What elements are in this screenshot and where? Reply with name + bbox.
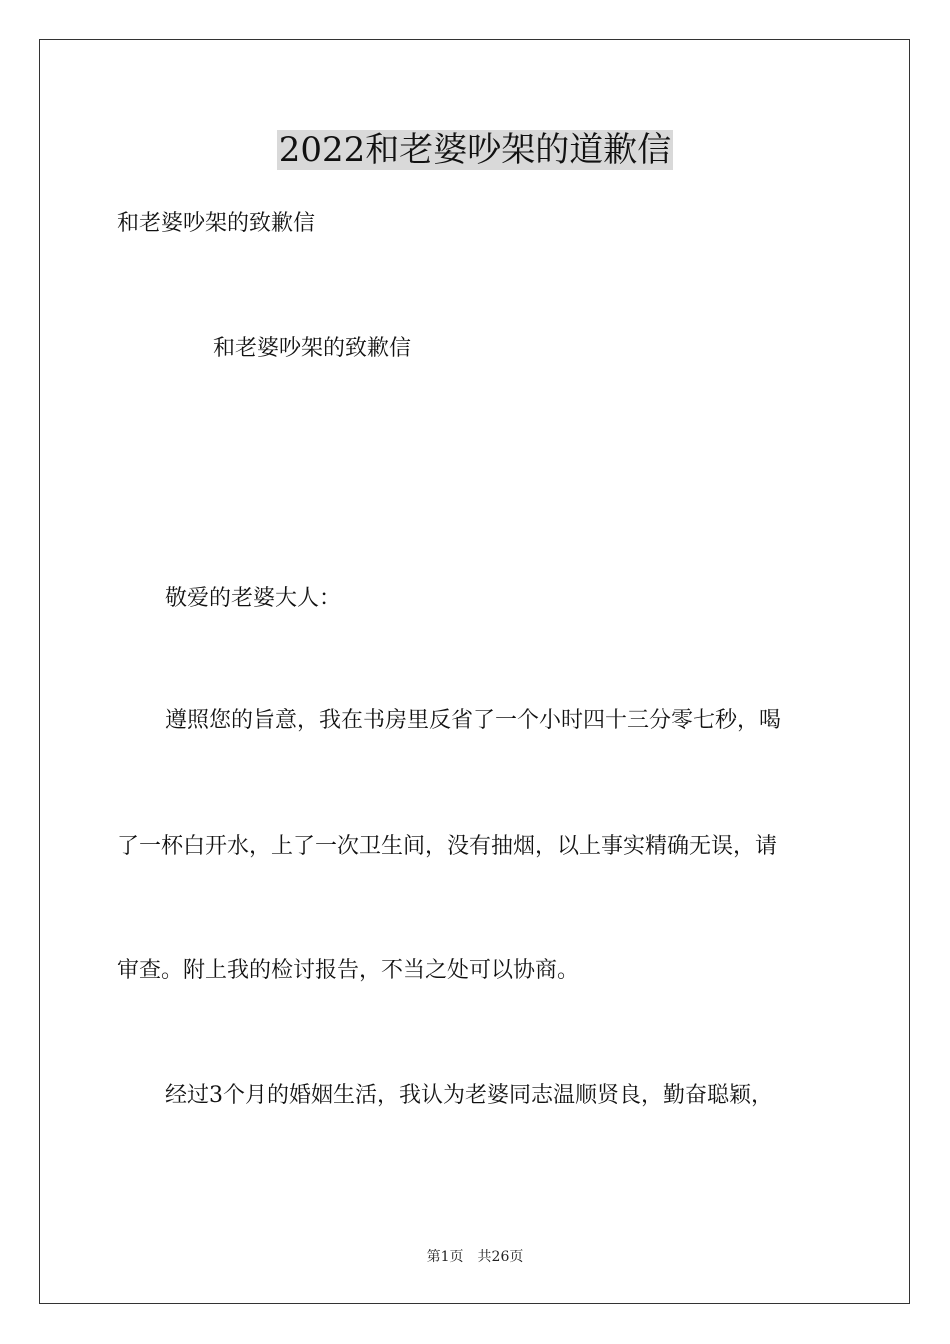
heading-line: 和老婆吵架的致歉信 xyxy=(213,336,412,361)
body-line: 了一杯白开水，上了一次卫生间，没有抽烟，以上事实精确无误，请 xyxy=(117,834,778,859)
page-number: 第1页 xyxy=(426,1249,464,1265)
body-line: 经过3个月的婚姻生活，我认为老婆同志温顺贤良，勤奋聪颖， xyxy=(165,1083,773,1108)
body-line: 遵照您的旨意，我在书房里反省了一个小时四十三分零七秒，喝 xyxy=(165,708,782,733)
document-title-text: 2022和老婆吵架的道歉信 xyxy=(278,130,672,170)
body-line: 审查。附上我的检讨报告，不当之处可以协商。 xyxy=(117,958,580,983)
page-total: 共26页 xyxy=(477,1249,524,1265)
document-title xyxy=(0,128,950,172)
page-footer xyxy=(0,1247,950,1267)
salutation-line: 敬爱的老婆大人： xyxy=(165,586,342,611)
subtitle-line: 和老婆吵架的致歉信 xyxy=(117,211,316,236)
